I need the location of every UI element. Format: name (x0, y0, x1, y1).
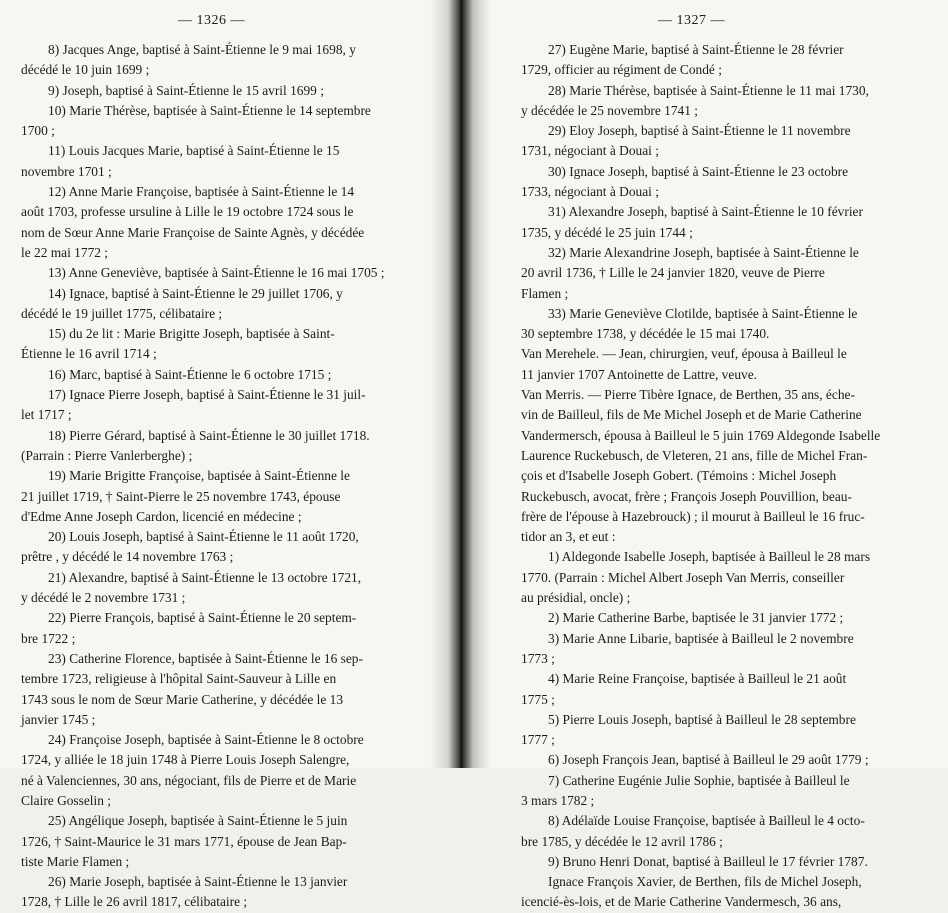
text-line: tembre 1723, religieuse à l'hôpital Saint-Sauveur à Lille en (21, 671, 337, 687)
text-line: 1728, † Lille le 26 avril 1817, célibataire ; (21, 894, 248, 910)
text-line: 27) Eugène Marie, baptisé à Saint-Étienne le 28 février (548, 42, 844, 57)
text-line: 31) Alexandre Joseph, baptisé à Saint-Étienne le 10 février (548, 204, 863, 220)
text-line: 30) Ignace Joseph, baptisé à Saint-Étienne le 23 octobre (548, 163, 849, 179)
text-line: 33) Marie Geneviève Clotilde, baptisée à Saint-Étienne le (548, 305, 858, 321)
text-line: 1743 sous le nom de Sœur Marie Catherine, y décédée le 13 (21, 691, 344, 707)
text-line: 6) Joseph François Jean, baptisé à Bailleul le 29 août 1779 ; (548, 752, 869, 768)
text-line: 1724, y alliée le 18 juin 1748 à Pierre Louis Joseph Salengre, (21, 752, 350, 768)
text-line: né à Valenciennes, 30 ans, négociant, fils de Pierre et de Marie (21, 772, 357, 788)
text-line: prêtre , y décédé le 14 novembre 1763 ; (21, 549, 234, 565)
text-line: novembre 1701 ; (21, 163, 112, 179)
text-line: 29) Eloy Joseph, baptisé à Saint-Étienne le 11 novembre (548, 123, 851, 139)
text-line: 5) Pierre Louis Joseph, baptisé à Bailleul le 28 septembre (548, 711, 856, 727)
text-line: 17) Ignace Pierre Joseph, baptisé à Saint-Étienne le 31 juil- (48, 387, 366, 403)
text-line: 32) Marie Alexandrine Joseph, baptisée à Saint-Étienne le (548, 244, 859, 260)
text-line: bre 1722 ; (21, 630, 76, 646)
text-line: Van Merehele. — Jean, chirurgien, veuf, épousa à Bailleul le (521, 346, 847, 362)
text-line: 14) Ignace, baptisé à Saint-Étienne le 29 juillet 1706, y (48, 285, 343, 301)
text-line: janvier 1745 ; (21, 711, 96, 727)
text-line: nom de Sœur Anne Marie Françoise de Sainte Agnès, y décédée (21, 224, 365, 240)
text-line: 24) Françoise Joseph, baptisée à Saint-Étienne le 8 octobre (48, 732, 364, 748)
text-line: frère de l'épouse à Hazebrouck) ; il mourut à Bailleul le 16 fruc- (521, 508, 865, 524)
text-line: décédé le 19 juillet 1775, célibataire ; (21, 305, 223, 321)
text-line: août 1703, professe ursuline à Lille le 19 octobre 1724 sous le (21, 204, 354, 220)
text-line: 1775 ; (521, 691, 555, 707)
text-line: 15) du 2e lit : Marie Brigitte Joseph, baptisée à Saint- (48, 326, 335, 342)
text-line: 1773 ; (521, 650, 555, 666)
text-line: 25) Angélique Joseph, baptisée à Saint-Étienne le 5 juin (48, 813, 348, 829)
text-line: 8) Jacques Ange, baptisé à Saint-Étienne le 9 mai 1698, y (48, 42, 356, 57)
text-line: 21 juillet 1719, † Saint-Pierre le 25 novembre 1743, épouse (21, 488, 341, 504)
text-line: 3) Marie Anne Libarie, baptisée à Bailleul le 2 novembre (548, 630, 854, 646)
right-page (478, 0, 948, 910)
text-line: 26) Marie Joseph, baptisée à Saint-Étienne le 13 janvier (48, 874, 348, 890)
text-line: 21) Alexandre, baptisé à Saint-Étienne le 13 octobre 1721, (48, 569, 362, 585)
text-line: Claire Gosselin ; (21, 792, 112, 808)
text-line: vin de Bailleul, fils de Me Michel Joseph et de Marie Catherine (521, 407, 862, 423)
text-line: 9) Joseph, baptisé à Saint-Étienne le 15 avril 1699 ; (48, 82, 324, 98)
text-line: 20) Louis Joseph, baptisé à Saint-Étienne le 11 août 1720, (48, 529, 359, 545)
text-line: 4) Marie Reine Françoise, baptisée à Bailleul le 21 août (548, 671, 847, 687)
text-line: 20 avril 1736, † Lille le 24 janvier 1820, veuve de Pierre (521, 265, 825, 281)
text-line: 23) Catherine Florence, baptisée à Saint-Étienne le 16 sep- (48, 650, 363, 666)
text-line: 1731, négociant à Douai ; (521, 143, 659, 159)
text-line: au présidial, oncle) ; (521, 590, 631, 606)
text-line: Étienne le 16 avril 1714 ; (21, 346, 157, 362)
text-line: Ignace François Xavier, de Berthen, fils de Michel Joseph, (548, 874, 862, 890)
text-line: y décédée le 25 novembre 1741 ; (521, 102, 698, 118)
text-line: 8) Adélaïde Louise Françoise, baptisée à Bailleul le 4 octo- (548, 813, 865, 829)
text-line: Ruckebusch, avocat, frère ; François Joseph Pouvillion, beau- (521, 488, 852, 504)
text-line: 1770. (Parrain : Michel Albert Joseph Van Merris, conseiller (521, 569, 845, 585)
text-line: 1729, officier au régiment de Condé ; (521, 62, 722, 78)
text-line: 1735, y décédé le 25 juin 1744 ; (521, 224, 693, 240)
text-line: Van Merris. — Pierre Tibère Ignace, de Berthen, 35 ans, éche- (521, 387, 855, 403)
text-line: 9) Bruno Henri Donat, baptisé à Bailleul le 17 février 1787. (548, 853, 868, 869)
left-page-body (21, 40, 409, 913)
text-line: 3 mars 1782 ; (521, 792, 595, 808)
text-line: décédé le 10 juin 1699 ; (21, 62, 150, 78)
text-line: 10) Marie Thérèse, baptisée à Saint-Étienne le 14 septembre (48, 102, 371, 118)
text-line: let 1717 ; (21, 407, 72, 423)
text-line: bre 1785, y décédée le 12 avril 1786 ; (521, 833, 723, 849)
text-line: 18) Pierre Gérard, baptisé à Saint-Étienne le 30 juillet 1718. (48, 427, 370, 443)
text-line: icencié-ès-lois, et de Marie Catherine Vandermesch, 36 ans, (521, 894, 842, 910)
text-line: Laurence Ruckebusch, de Vleteren, 21 ans, fille de Michel Fran- (521, 447, 868, 463)
text-line: 7) Catherine Eugénie Julie Sophie, baptisée à Bailleul le (548, 772, 850, 788)
left-page (0, 0, 455, 910)
text-line: Vandermersch, épousa à Bailleul le 5 juin 1769 Aldegonde Isabelle (521, 427, 881, 443)
text-line: (Parrain : Pierre Vanlerberghe) ; (21, 447, 193, 463)
text-line: 12) Anne Marie Françoise, baptisée à Saint-Étienne le 14 (48, 184, 355, 200)
text-line: le 22 mai 1772 ; (21, 244, 109, 260)
text-line: 1726, † Saint-Maurice le 31 mars 1771, épouse de Jean Bap- (21, 833, 347, 849)
text-line: 19) Marie Brigitte Françoise, baptisée à Saint-Étienne le (48, 468, 350, 484)
text-line: y décédé le 2 novembre 1731 ; (21, 590, 186, 606)
book-gutter (430, 0, 490, 768)
text-line: 28) Marie Thérèse, baptisée à Saint-Étienne le 11 mai 1730, (548, 82, 869, 98)
text-line: Flamen ; (521, 285, 569, 301)
text-line: tiste Marie Flamen ; (21, 853, 130, 869)
text-line: çois et d'Isabelle Joseph Gobert. (Témoins : Michel Joseph (521, 468, 837, 484)
text-line: 1700 ; (21, 123, 55, 139)
text-line: 1) Aldegonde Isabelle Joseph, baptisée à Bailleul le 28 mars (548, 549, 871, 565)
text-line: 16) Marc, baptisé à Saint-Étienne le 6 octobre 1715 ; (48, 366, 332, 382)
text-line: 1733, négociant à Douai ; (521, 184, 659, 200)
text-line: 30 septembre 1738, y décédée le 15 mai 1740. (521, 326, 770, 342)
right-page-body (521, 40, 929, 913)
left-page-number: — 1326 — (178, 13, 245, 28)
text-line: 13) Anne Geneviève, baptisée à Saint-Étienne le 16 mai 1705 ; (48, 265, 385, 281)
text-line: 11 janvier 1707 Antoinette de Lattre, veuve. (521, 366, 757, 382)
text-line: 2) Marie Catherine Barbe, baptisée le 31 janvier 1772 ; (548, 610, 844, 626)
text-line: tidor an 3, et eut : (521, 529, 616, 545)
text-line: d'Edme Anne Joseph Cardon, licencié en médecine ; (21, 508, 302, 524)
right-page-number: — 1327 — (658, 13, 725, 28)
text-line: 1777 ; (521, 732, 555, 748)
text-line: 11) Louis Jacques Marie, baptisé à Saint-Étienne le 15 (48, 143, 340, 159)
text-line: 22) Pierre François, baptisé à Saint-Étienne le 20 septem- (48, 610, 357, 626)
